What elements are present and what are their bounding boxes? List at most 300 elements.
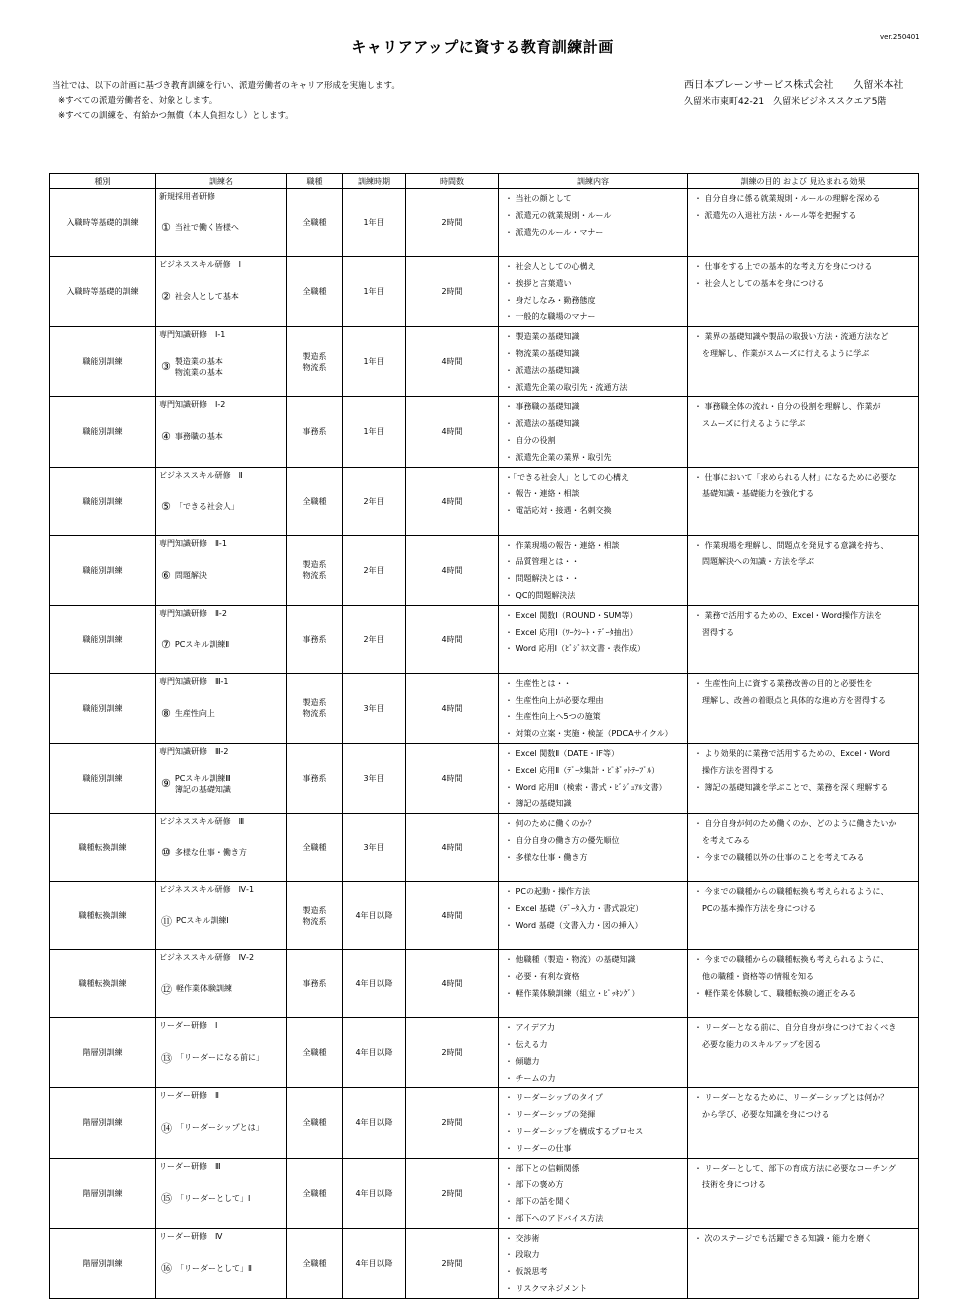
training-name: 「できる社会人」 <box>174 501 239 511</box>
purpose-cell <box>688 397 919 467</box>
training-name-cell <box>156 1158 287 1228</box>
purpose-line: 理解し、改善の着眼点と具体的な進め方を習得する <box>694 695 886 705</box>
company-block <box>684 77 903 111</box>
job-type-cell <box>287 1228 343 1298</box>
content-cell <box>499 673 688 743</box>
timing-cell: 2年目 <box>343 467 406 535</box>
job-type-cell <box>287 673 343 743</box>
training-name-lines <box>175 708 215 719</box>
training-number: ⑬ <box>161 1051 172 1065</box>
job-type-cell <box>287 1018 343 1088</box>
training-name-body <box>156 332 286 392</box>
table-row <box>50 257 919 327</box>
training-name: 「リーダーとして」Ⅱ <box>176 1263 252 1273</box>
training-name: 「リーダーシップとは」 <box>176 1123 264 1133</box>
training-series: 新規採用者研修 <box>159 192 215 201</box>
hours-cell: 4時間 <box>406 950 499 1018</box>
content-item: ・ 部下の話を聞く <box>505 1197 572 1207</box>
job-type-cell <box>287 605 343 673</box>
purpose-line: ・ 次のステージでも活躍できる知識・能力を磨く <box>694 1233 873 1243</box>
content-item: ・ 他職種（製造・物流）の基礎知識 <box>505 955 636 965</box>
hours-cell: 2時間 <box>406 1088 499 1158</box>
company-address: 久留米市東町42-21 久留米ビジネススクエア5階 <box>684 97 887 107</box>
training-name: PCスキル訓練Ⅱ <box>174 639 230 649</box>
training-name-body <box>156 540 286 600</box>
job-type-cell <box>287 950 343 1018</box>
timing-cell: 4年目以降 <box>343 1018 406 1088</box>
purpose-line: ・ より効果的に業務で活用するための、Excel・Word <box>694 748 890 758</box>
training-number: ⑭ <box>161 1121 172 1135</box>
content-item: ・ 多様な仕事・働き方 <box>505 852 588 862</box>
hours-cell: 4時間 <box>406 673 499 743</box>
timing-cell: 1年目 <box>343 327 406 397</box>
training-number: ⑦ <box>161 637 171 651</box>
timing-cell: 3年目 <box>343 673 406 743</box>
training-name-body <box>156 678 286 738</box>
purpose-line: ・ 社会人としての基本を身につける <box>694 278 825 288</box>
table-row <box>50 1228 919 1298</box>
training-name: PCスキル訓練Ⅲ <box>174 773 231 783</box>
version-label: ver.250401 <box>880 33 920 41</box>
training-series: リーダー研修 Ⅱ <box>159 1091 219 1101</box>
content-item: ・ リーダーシップを構成するプロセス <box>505 1126 644 1136</box>
content-item: ・ 作業現場の報告・連絡・相談 <box>505 540 620 550</box>
table-row <box>50 882 919 950</box>
content-item: ・ Excel 応用Ⅰ（ﾜｰｸｼｰﾄ・ﾃﾞｰﾀ抽出） <box>505 627 638 637</box>
job-type-cell <box>287 189 343 257</box>
training-name-cell <box>156 467 287 535</box>
content-item: ・ 製造業の基礎知識 <box>505 332 580 342</box>
content-item: ・ 交渉術 <box>505 1233 540 1243</box>
category-cell: 職能別訓練 <box>50 535 156 605</box>
table-row <box>50 397 919 467</box>
content-cell <box>499 1088 688 1158</box>
timing-cell: 3年目 <box>343 743 406 813</box>
content-item: ・ 品質管理とは・・ <box>505 557 580 567</box>
training-series: 専門知識研修 Ⅰ-1 <box>159 330 226 340</box>
training-series: ビジネススキル研修 Ⅱ <box>159 470 243 480</box>
job-type: 物流系 <box>302 916 327 926</box>
training-name: 物流業の基本 <box>174 367 223 377</box>
training-name-lines <box>176 915 229 926</box>
content-item: ・ 社会人としての心構え <box>505 262 596 271</box>
job-type: 製造系 <box>302 560 327 570</box>
job-type: 全職種 <box>302 1118 327 1128</box>
job-type: 事務系 <box>302 979 327 989</box>
purpose-line: スムーズに行えるように学ぶ <box>694 419 806 429</box>
purpose-line: ・ 派遣先の入退社方法・ルール等を把握する <box>694 210 857 220</box>
job-type: 物流系 <box>302 362 327 372</box>
category-cell: 職能別訓練 <box>50 397 156 467</box>
purpose-line: 問題解決への知識・方法を学ぶ <box>694 557 814 567</box>
table-row <box>50 1018 919 1088</box>
purpose-line: ・ 業界の基礎知識や製品の取扱い方法・流通方法など <box>694 332 889 342</box>
training-name-cell <box>156 1018 287 1088</box>
content-item: ・ 対策の立案・実施・検証（PDCAサイクル） <box>505 729 673 739</box>
content-cell <box>499 1228 688 1298</box>
training-number: ⑮ <box>161 1192 172 1206</box>
content-item: ・ Word 応用Ⅱ（検索・書式・ﾋﾞｼﾞｭｱﾙ文書） <box>505 782 667 792</box>
header-category: 種別 <box>50 174 156 189</box>
table-row <box>50 743 919 813</box>
training-name-cell <box>156 950 287 1018</box>
content-item: ・ 派遣先企業の取引先・流通方法 <box>505 382 628 392</box>
timing-cell: 4年目以降 <box>343 882 406 950</box>
training-name: 軽作業体験訓練 <box>176 984 232 994</box>
training-name-lines <box>175 773 231 795</box>
header-content: 訓練内容 <box>499 174 688 189</box>
category-cell: 職種転換訓練 <box>50 950 156 1018</box>
table-row <box>50 673 919 743</box>
purpose-cell <box>688 535 919 605</box>
content-item: ・ チームの力 <box>505 1073 556 1083</box>
training-series: 専門知識研修 Ⅰ-2 <box>159 400 226 410</box>
training-name: 「リーダーになる前に」 <box>176 1053 264 1063</box>
category-cell: 階層別訓練 <box>50 1228 156 1298</box>
training-series: ビジネススキル研修 Ⅳ-2 <box>159 953 255 963</box>
content-item: ・ 当社の顔として <box>505 194 572 203</box>
table-row <box>50 1158 919 1228</box>
training-name: PCスキル訓練Ⅰ <box>176 916 229 926</box>
job-type-cell <box>287 327 343 397</box>
training-number: ⑥ <box>161 568 171 582</box>
content-item: ・ 伝える力 <box>505 1039 548 1049</box>
content-item: ・ 派遣先企業の業界・取引先 <box>505 452 612 462</box>
timing-cell: 1年目 <box>343 397 406 467</box>
purpose-cell <box>688 605 919 673</box>
job-type-cell <box>287 257 343 327</box>
purpose-cell <box>688 1018 919 1088</box>
content-item: ・ Excel 応用Ⅱ（ﾃﾞｰﾀ集計・ﾋﾟﾎﾞｯﾄﾃｰﾌﾞﾙ） <box>505 765 660 775</box>
content-item: ・ 仮説思考 <box>505 1267 548 1277</box>
job-type: 全職種 <box>302 843 327 853</box>
purpose-line: から学び、必要な知識を身につける <box>694 1110 830 1120</box>
job-type-cell <box>287 467 343 535</box>
purpose-cell <box>688 814 919 882</box>
training-number: ④ <box>161 430 171 444</box>
content-item: ・ 何のために働くのか？ <box>505 819 596 829</box>
content-item: ・ 電話応対・接遇・名刺交換 <box>505 506 612 516</box>
content-item: ・ アイデア力 <box>505 1023 555 1033</box>
training-name: 製造業の基本 <box>174 356 223 366</box>
training-name-body <box>156 1023 286 1083</box>
training-name-cell <box>156 814 287 882</box>
training-name-lines <box>176 1052 264 1063</box>
job-type: 製造系 <box>302 351 327 361</box>
purpose-line: ・ 業務で活用するための、Excel・Word操作方法を <box>694 610 882 620</box>
purpose-line: ・ リーダーとなる前に、自分自身が身につけておくべき <box>694 1023 897 1033</box>
training-name-lines <box>175 291 239 302</box>
category-cell: 職能別訓練 <box>50 327 156 397</box>
category-cell: 職種転換訓練 <box>50 882 156 950</box>
purpose-line: を考えてみる <box>694 835 750 845</box>
training-name-cell <box>156 1088 287 1158</box>
content-item: ・ PCの起動・操作方法 <box>505 887 590 897</box>
training-name-lines <box>176 983 232 994</box>
content-cell <box>499 605 688 673</box>
training-name: 簿記の基礎知識 <box>174 784 231 794</box>
purpose-line: を理解し、作業がスムーズに行えるように学ぶ <box>694 348 870 358</box>
purpose-line: ・ 作業現場を理解し、問題点を発見する意識を持ち、 <box>694 540 889 550</box>
purpose-line: ・ 今までの職種以外の仕事のことを考えてみる <box>694 852 865 862</box>
timing-cell: 4年目以降 <box>343 950 406 1018</box>
header-hours: 時間数 <box>406 174 499 189</box>
training-series: リーダー研修 Ⅳ <box>159 1231 223 1241</box>
table-row <box>50 1088 919 1158</box>
purpose-line: 基礎知識・基礎能力を強化する <box>694 489 814 499</box>
job-type-cell <box>287 1158 343 1228</box>
training-series: ビジネススキル研修 Ⅳ-1 <box>159 885 255 895</box>
training-name-lines <box>175 431 223 442</box>
training-name-body <box>156 1233 286 1293</box>
training-name-body <box>156 262 286 322</box>
training-number: ⑯ <box>161 1262 172 1276</box>
category-cell: 職能別訓練 <box>50 743 156 813</box>
hours-cell: 4時間 <box>406 327 499 397</box>
header-training-name: 訓練名 <box>156 174 287 189</box>
training-name-lines <box>175 639 229 650</box>
job-type: 物流系 <box>302 709 327 719</box>
purpose-line: ・ 仕事をする上での基本的な考え方を身につける <box>694 262 873 271</box>
purpose-line: ・ 簿記の基礎知識を学ぶことで、業務を深く理解する <box>694 782 889 792</box>
content-item: ・ リーダーシップの発揮 <box>505 1110 596 1120</box>
training-series: リーダー研修 Ⅰ <box>159 1021 218 1031</box>
content-item: ・ Excel 関数Ⅰ（ROUND・SUM等） <box>505 610 638 620</box>
content-item: ・ 傾聴力 <box>505 1056 540 1066</box>
page-title: キャリアアップに資する教育訓練計画 <box>351 38 614 56</box>
content-cell <box>499 950 688 1018</box>
table-row <box>50 467 919 535</box>
training-name-lines <box>175 222 239 233</box>
training-name-cell <box>156 882 287 950</box>
purpose-line: 必要な能力のスキルアップを図る <box>694 1039 822 1049</box>
hours-cell: 4時間 <box>406 535 499 605</box>
hours-cell: 2時間 <box>406 1228 499 1298</box>
category-cell: 入職時等基礎的訓練 <box>50 257 156 327</box>
purpose-cell <box>688 257 919 327</box>
job-type-cell <box>287 1088 343 1158</box>
category-cell: 職能別訓練 <box>50 673 156 743</box>
hours-cell: 4時間 <box>406 605 499 673</box>
category-cell: 職能別訓練 <box>50 605 156 673</box>
content-cell <box>499 397 688 467</box>
content-item: ・ 生産性向上が必要な理由 <box>505 695 604 705</box>
training-name-lines <box>175 847 247 858</box>
purpose-line: 習得する <box>694 627 734 637</box>
content-item: ・ 簿記の基礎知識 <box>505 799 572 809</box>
content-cell <box>499 1018 688 1088</box>
purpose-line: 操作方法を習得する <box>694 765 774 775</box>
table-row <box>50 950 919 1018</box>
content-item: ・ 部下へのアドバイス方法 <box>505 1213 604 1223</box>
content-item: ・ 身だしなみ・勤務態度 <box>505 295 596 305</box>
content-cell <box>499 257 688 327</box>
purpose-cell <box>688 1088 919 1158</box>
job-type-cell <box>287 814 343 882</box>
training-name-lines <box>175 501 239 512</box>
intro-line: ※すべての派遣労働者を、対象とします。 <box>58 96 218 106</box>
timing-cell: 4年目以降 <box>343 1088 406 1158</box>
training-series: 専門知識研修 Ⅲ-1 <box>159 676 229 686</box>
training-name: 社会人として基本 <box>174 292 239 302</box>
job-type: 事務系 <box>302 634 327 644</box>
job-type-cell <box>287 882 343 950</box>
training-name-cell <box>156 257 287 327</box>
training-name-cell <box>156 605 287 673</box>
table-row <box>50 327 919 397</box>
content-cell <box>499 882 688 950</box>
purpose-cell <box>688 1158 919 1228</box>
hours-cell: 4時間 <box>406 743 499 813</box>
training-name-cell <box>156 743 287 813</box>
training-number: ① <box>161 221 171 234</box>
content-item: ・ 段取力 <box>505 1250 540 1260</box>
category-cell: 職能別訓練 <box>50 467 156 535</box>
purpose-line: ・ 今までの職種からの職種転換も考えられるように、 <box>694 955 889 965</box>
content-item: ・ 物流業の基礎知識 <box>505 348 580 358</box>
purpose-line: ・ 事務職全体の流れ・自分の役割を理解し、作業が <box>694 402 881 412</box>
purpose-cell <box>688 467 919 535</box>
content-item: ・ 派遣法の基礎知識 <box>505 365 580 375</box>
purpose-cell <box>688 743 919 813</box>
training-plan-table <box>49 173 919 1299</box>
category-cell: 階層別訓練 <box>50 1018 156 1088</box>
content-item: ・ 必要・有利な資格 <box>505 971 580 981</box>
training-series: 専門知識研修 Ⅱ-2 <box>159 608 227 618</box>
category-cell: 職種転換訓練 <box>50 814 156 882</box>
job-type: 物流系 <box>302 571 327 581</box>
training-number: ⑨ <box>161 777 171 791</box>
timing-cell: 4年目以降 <box>343 1228 406 1298</box>
training-number: ⑫ <box>161 982 172 996</box>
training-name: 事務職の基本 <box>174 432 223 442</box>
purpose-cell <box>688 1228 919 1298</box>
hours-cell: 2時間 <box>406 189 499 257</box>
training-name-cell <box>156 1228 287 1298</box>
training-name-body <box>156 1163 286 1223</box>
timing-cell: 2年目 <box>343 535 406 605</box>
purpose-line: ・ 自分自身が何のため働くのか、どのように働きたいか <box>694 819 897 829</box>
header-purpose: 訓練の目的 および 見込まれる効果 <box>688 174 919 189</box>
hours-cell: 4時間 <box>406 467 499 535</box>
purpose-line: PCの基本操作方法を身につける <box>694 903 817 913</box>
job-type: 全職種 <box>302 496 327 506</box>
purpose-line: ・ 生産性向上に資する業務改善の目的と必要性を <box>694 678 873 688</box>
content-item: ・ 報告・連絡・相談 <box>505 489 580 499</box>
purpose-line: 他の職種・資格等の情報を知る <box>694 971 814 981</box>
content-item: ・ 軽作業体験訓練（組立・ﾋﾟｯｷﾝｸﾞ） <box>505 988 640 998</box>
training-name-cell <box>156 397 287 467</box>
job-type: 全職種 <box>302 1188 327 1198</box>
table-row <box>50 605 919 673</box>
training-number: ⑪ <box>161 914 172 928</box>
purpose-cell <box>688 950 919 1018</box>
timing-cell: 1年目 <box>343 257 406 327</box>
job-type: 全職種 <box>302 1048 327 1058</box>
training-name: 多様な仕事・働き方 <box>174 848 247 858</box>
table-header-row <box>50 174 919 189</box>
training-series: ビジネススキル研修 Ⅲ <box>159 817 245 827</box>
purpose-line: ・ リーダーとして、部下の育成方法に必要なコーチング <box>694 1163 896 1173</box>
job-type-cell <box>287 397 343 467</box>
purpose-line: 技術を身につける <box>694 1180 766 1190</box>
table-row <box>50 814 919 882</box>
purpose-line: ・ 仕事において「求められる人材」になるために必要な <box>694 472 897 482</box>
content-cell <box>499 814 688 882</box>
purpose-cell <box>688 189 919 257</box>
content-item: ・ QC的問題解決法 <box>505 590 576 600</box>
training-name: 生産性向上 <box>174 708 215 718</box>
purpose-line: ・ 自分自身に係る就業規則・ルールの理解を深める <box>694 194 881 203</box>
training-series: リーダー研修 Ⅲ <box>159 1161 221 1171</box>
training-name-cell <box>156 327 287 397</box>
content-item: ・ 派遣元の就業規則・ルール <box>505 210 612 220</box>
header-timing: 訓練時期 <box>343 174 406 189</box>
category-cell: 入職時等基礎的訓練 <box>50 189 156 257</box>
content-item: ・ 生産性とは・・ <box>505 678 572 688</box>
purpose-line: ・ 軽作業を体験して、職種転換の適正をみる <box>694 988 857 998</box>
training-name-cell <box>156 535 287 605</box>
content-item: ・ リスクマネジメント <box>505 1284 588 1294</box>
training-number: ⑧ <box>161 706 171 720</box>
job-type: 事務系 <box>302 427 327 437</box>
company-name: 西日本ブレーンサービス株式会社 久留米本社 <box>684 80 904 91</box>
training-number: ⑤ <box>161 499 171 513</box>
training-name-body <box>156 749 286 809</box>
job-type: 事務系 <box>302 774 327 784</box>
content-item: ・ 挨拶と言葉遣い <box>505 278 572 288</box>
training-series: 専門知識研修 Ⅲ-2 <box>159 746 229 756</box>
intro-line: 当社では、以下の計画に基づき教育訓練を行い、派遣労働者のキャリア形成を実施します。 <box>52 81 400 91</box>
content-item: ・ 自分自身の働き方の優先順位 <box>505 835 620 845</box>
content-cell <box>499 189 688 257</box>
training-number: ⑩ <box>161 846 171 860</box>
training-series: ビジネススキル研修 Ⅰ <box>159 260 242 269</box>
training-name-cell <box>156 673 287 743</box>
content-item: ・「できる社会人」としての心構え <box>505 472 629 482</box>
content-item: ・ 生産性向上へ5つの施策 <box>505 712 601 722</box>
training-name-body <box>156 1093 286 1153</box>
header-job-type: 職種 <box>287 174 343 189</box>
hours-cell: 2時間 <box>406 257 499 327</box>
content-item: ・ Excel 関数Ⅱ（DATE・IF等） <box>505 748 619 758</box>
content-item: ・ リーダーの仕事 <box>505 1143 572 1153</box>
content-cell <box>499 467 688 535</box>
training-name-lines <box>175 356 223 378</box>
purpose-cell <box>688 882 919 950</box>
training-name: 問題解決 <box>174 570 207 580</box>
job-type: 製造系 <box>302 698 327 708</box>
intro-text <box>52 79 400 124</box>
table-row <box>50 189 919 257</box>
job-type: 全職種 <box>302 218 327 227</box>
content-item: ・ 部下との信頼関係 <box>505 1163 580 1173</box>
content-item: ・ 自分の役割 <box>505 435 556 445</box>
content-item: ・ 派遣法の基礎知識 <box>505 419 580 429</box>
training-name: 「リーダーとして」Ⅰ <box>176 1193 251 1203</box>
content-item: ・ Word 基礎（文書入力・図の挿入） <box>505 920 643 930</box>
category-cell: 階層別訓練 <box>50 1088 156 1158</box>
table-row <box>50 535 919 605</box>
timing-cell: 3年目 <box>343 814 406 882</box>
content-cell <box>499 1158 688 1228</box>
content-cell <box>499 535 688 605</box>
training-name-lines <box>175 570 207 581</box>
training-name: 当社で働く皆様へ <box>174 223 239 232</box>
intro-line: ※すべての訓練を、有給かつ無償（本人負担なし）とします。 <box>58 111 294 121</box>
content-item: ・ Word 応用Ⅰ（ﾋﾞｼﾞﾈｽ文書・表作成） <box>505 644 646 654</box>
content-item: ・ 問題解決とは・・ <box>505 574 580 584</box>
